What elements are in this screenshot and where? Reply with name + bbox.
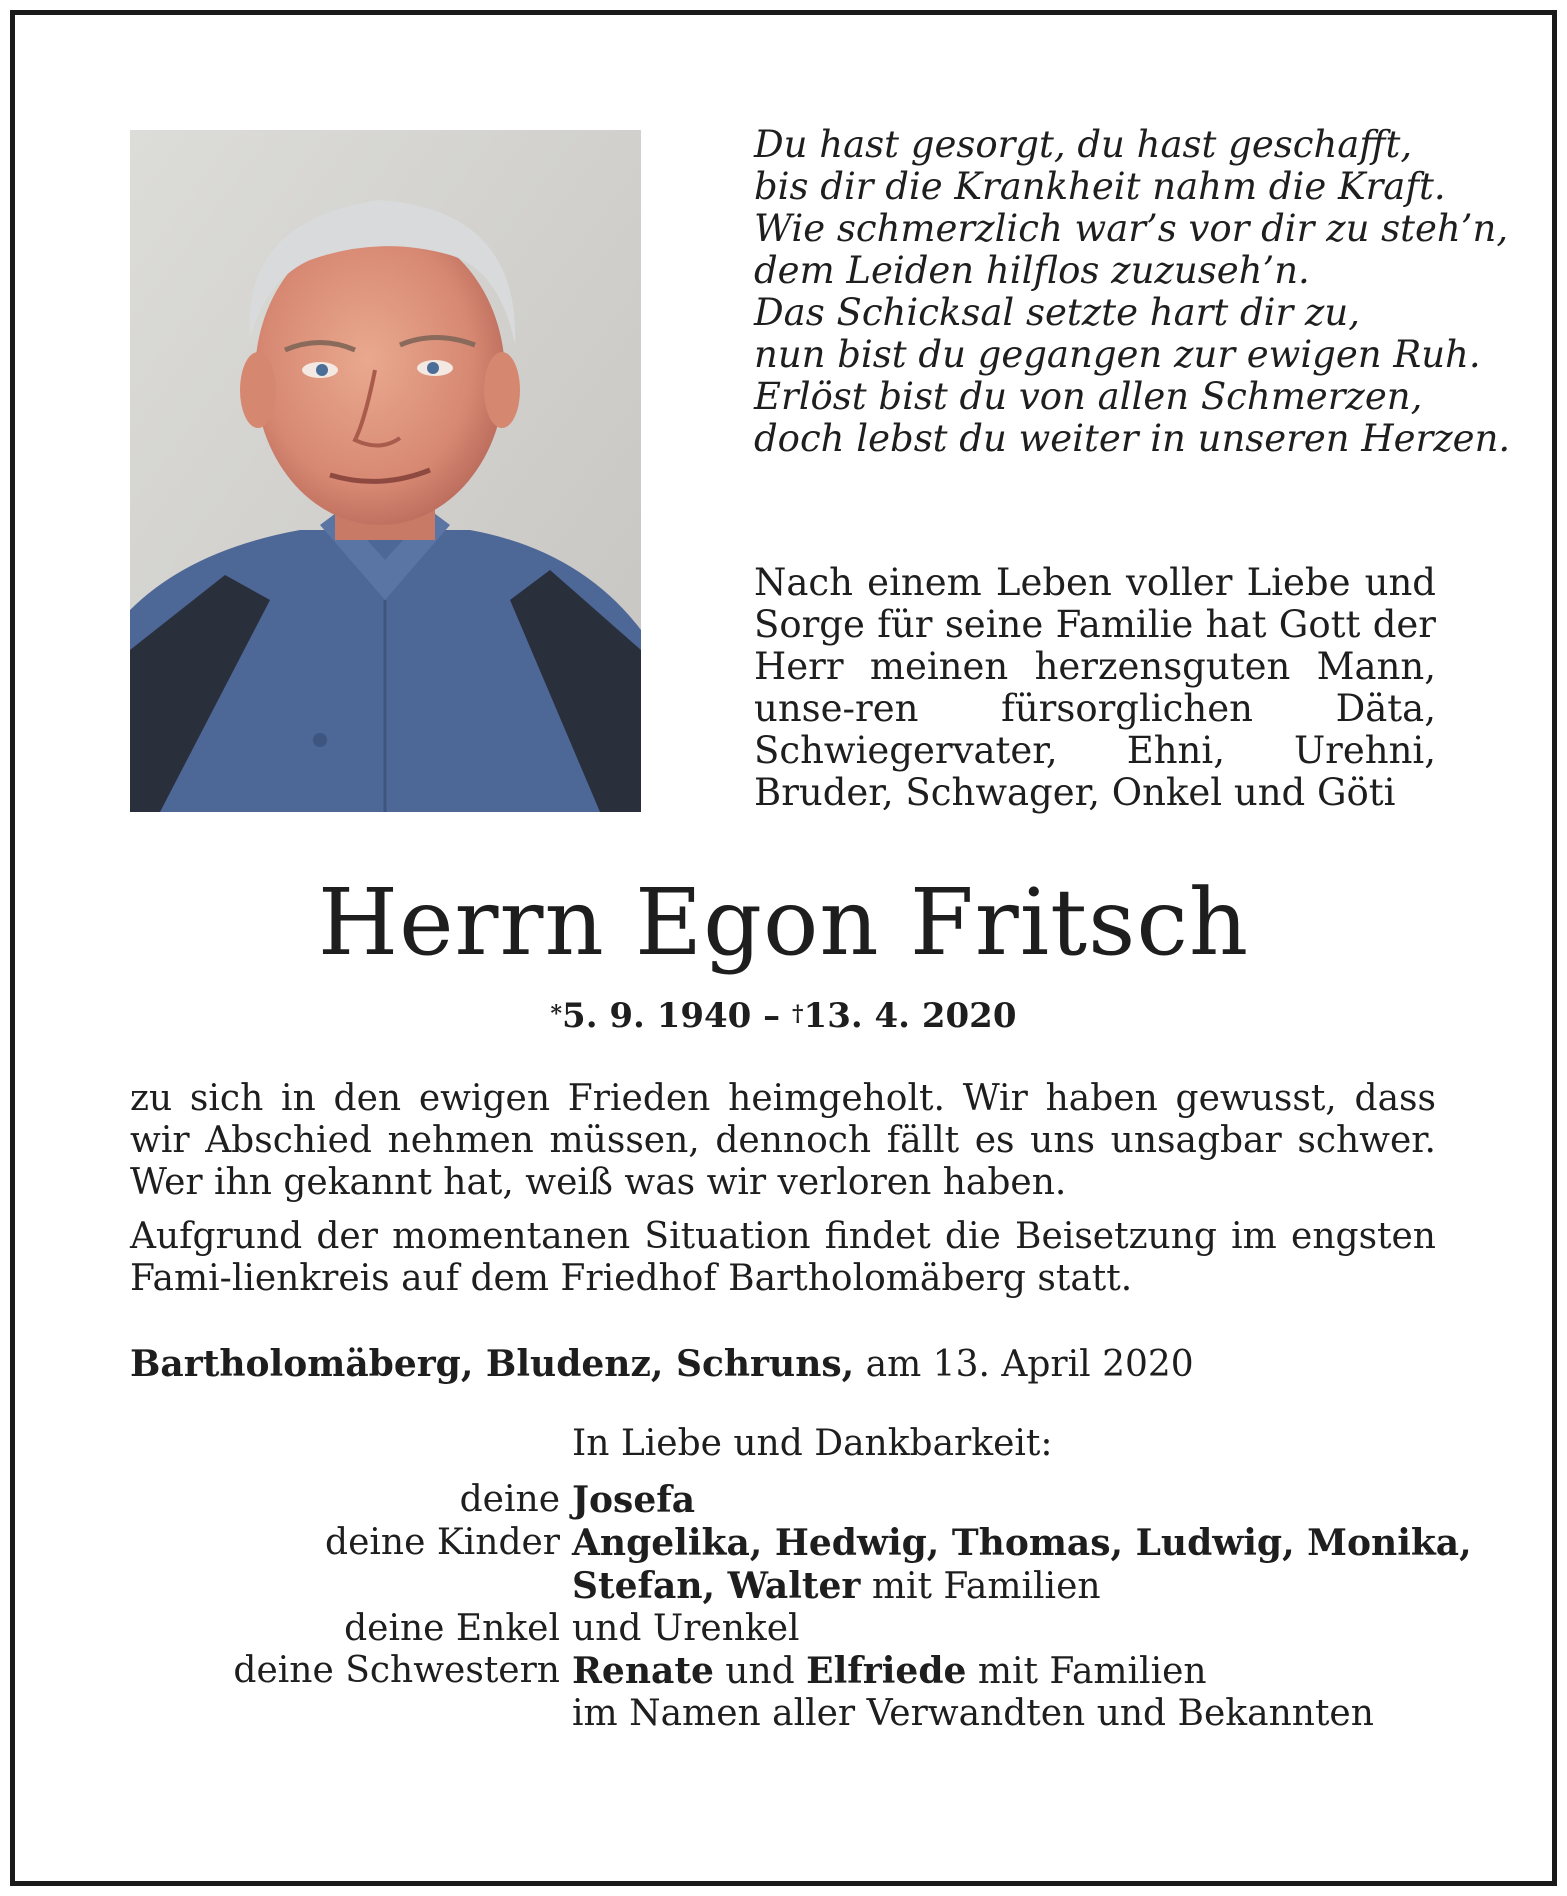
place-towns: Bartholomäberg, Bludenz, Schruns,: [130, 1343, 855, 1385]
signature-row: [130, 1522, 1472, 1565]
signature-names: [572, 1650, 1460, 1693]
children-names-cont: Stefan, Walter: [572, 1565, 861, 1607]
death-date: 13. 4. 2020: [803, 996, 1017, 1036]
body-paragraph-2: Aufgrund der momentanen Situation findet die Beisetzung im engsten Fami-lienkreis auf dem Friedhof Bartholomäberg statt.: [130, 1216, 1436, 1299]
signature-continuation: [130, 1565, 1460, 1608]
relation-label: deine: [459, 1479, 560, 1520]
portrait-illustration: [130, 130, 641, 812]
poem-line: bis dir die Krankheit nahm die Kraft.: [754, 165, 1446, 208]
deceased-name: Herrn Egon Fritsch: [317, 869, 1250, 976]
closing-line: In Liebe und Dankbarkeit:: [572, 1423, 1053, 1464]
signature-row: [130, 1608, 1460, 1650]
poem-line: doch lebst du weiter in unseren Herzen.: [754, 417, 1511, 460]
signature-row: [130, 1650, 1460, 1693]
relation-label: deine Schwestern: [233, 1650, 560, 1691]
signature-all: im Namen aller Verwandten und Bekannten: [572, 1693, 1374, 1734]
signature-names: [572, 1479, 1460, 1522]
place-date: am 13. April 2020: [854, 1344, 1194, 1385]
intro-paragraph: Nach einem Leben voller Liebe und Sorge für seine Familie hat Gott der Herr meinen herzensguten Mann, unse-ren fürsorglichen Däta, Schwiegervater, Ehni, Urehni, Bruder, Schwager, Onkel und Göti: [754, 561, 1436, 814]
children-suffix: mit Familien: [860, 1566, 1101, 1607]
sister-name-1: Renate: [572, 1650, 714, 1692]
sister-conj: und: [713, 1651, 807, 1692]
birth-symbol: *: [550, 1001, 563, 1027]
poem-line: nun bist du gegangen zur ewigen Ruh.: [754, 333, 1481, 376]
sister-name-2: Elfriede: [806, 1650, 967, 1692]
birth-date: 5. 9. 1940: [562, 996, 752, 1036]
signature-names: [572, 1522, 1472, 1565]
body-paragraph-1: zu sich in den ewigen Frieden heimgeholt. Wir haben gewusst, dass wir Abschied nehmen müssen, dennoch fällt es uns unsagbar schwer. Wer ihn gekannt hat, weiß was wir verloren haben.: [130, 1078, 1436, 1203]
poem-line: Wie schmerzlich war’s vor dir zu steh’n,: [754, 207, 1509, 250]
poem-line: Das Schicksal setzte hart dir zu,: [754, 291, 1361, 334]
poem-line: Du hast gesorgt, du hast geschafft,: [754, 123, 1413, 166]
date-separator: –: [751, 996, 793, 1036]
sisters-suffix: mit Familien: [966, 1651, 1207, 1692]
signatures: [130, 1479, 1472, 1735]
relation-label: deine Enkel: [344, 1608, 560, 1649]
wife-name: Josefa: [572, 1479, 696, 1521]
death-symbol: †: [792, 1001, 804, 1027]
portrait-photo: [130, 130, 641, 812]
place-and-date: [130, 1343, 1194, 1386]
relation-label: deine Kinder: [325, 1522, 560, 1563]
poem: [754, 123, 1511, 460]
children-names: Angelika, Hedwig, Thomas, Ludwig, Monika,: [572, 1522, 1472, 1564]
grandchildren-text: und Urenkel: [572, 1608, 800, 1649]
life-dates: [0, 996, 1567, 1036]
signature-row: [130, 1479, 1460, 1522]
poem-line: dem Leiden hilflos zuzuseh’n.: [754, 249, 1310, 292]
poem-line: Erlöst bist du von allen Schmerzen,: [754, 375, 1423, 418]
